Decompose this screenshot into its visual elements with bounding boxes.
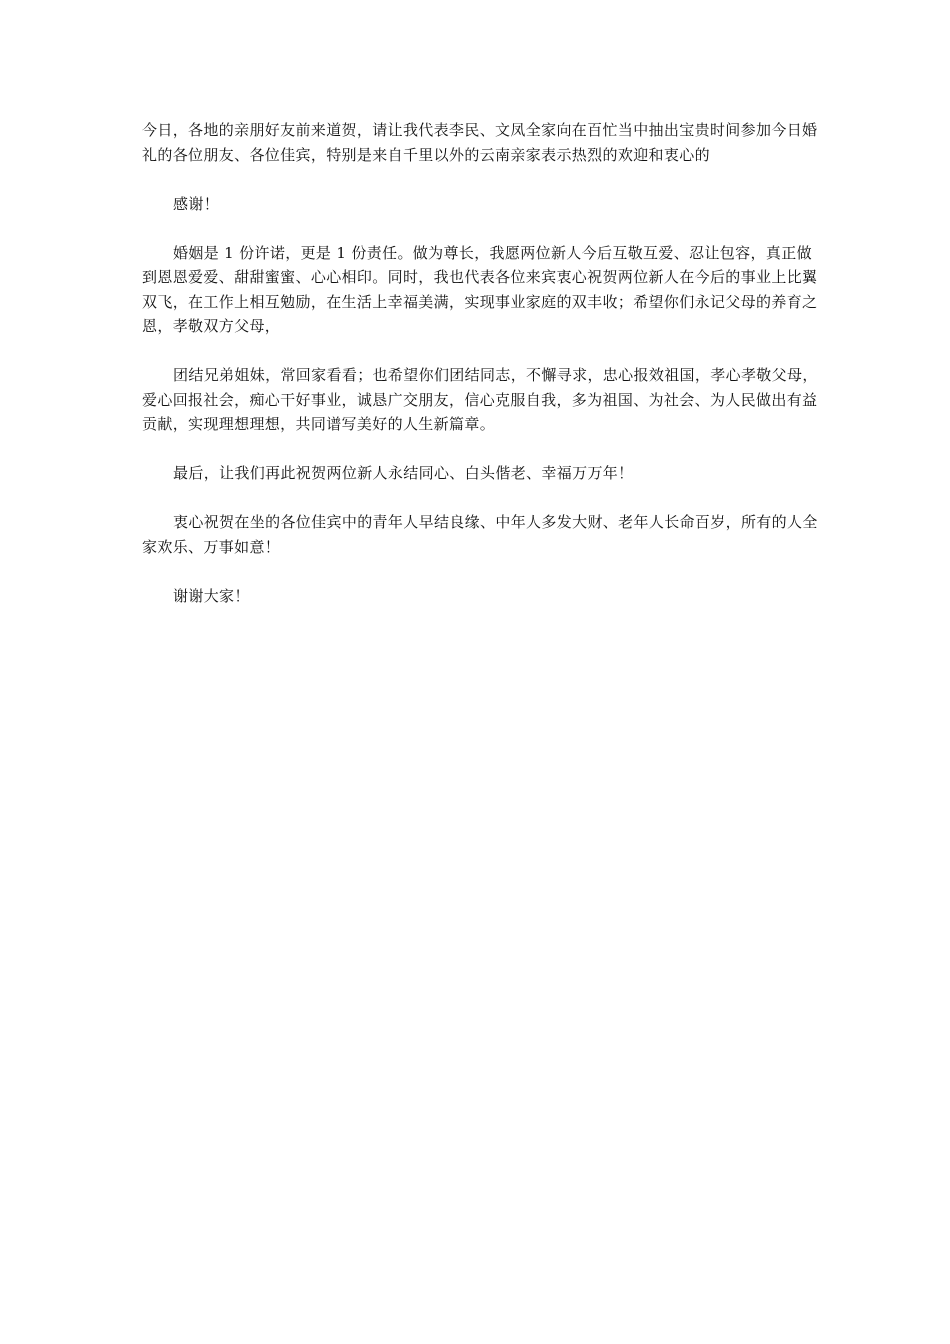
paragraph-opening: 今日，各地的亲朋好友前来道贺，请让我代表李民、文凤全家向在百忙当中抽出宝贵时间参加今日婚礼的各位朋友、各位佳宾，特别是来自千里以外的云南亲家表示热烈的欢迎和衷心的 (142, 121, 818, 164)
paragraph-guest-blessing: 衷心祝贺在坐的各位佳宾中的青年人早结良缘、中年人多发大财、老年人长命百岁，所有的人全家欢乐、万事如意！ (142, 513, 818, 556)
paragraph-closing: 谢谢大家！ (173, 586, 250, 605)
paragraph-unity: 团结兄弟姐妹，常回家看看；也希望你们团结同志，不懈寻求，忠心报效祖国，孝心孝敬父母，爱心回报社会，痴心干好事业，诚恳广交朋友，信心克服自我，多为祖国、为社会、为人民做出有益贡献，实现理想理想，共同谱写美好的人生新篇章。 (142, 366, 818, 433)
paragraph-final-blessing: 最后，让我们再此祝贺两位新人永结同心、白头偕老、幸福万万年！ (173, 464, 634, 482)
paragraph-thanks: 感谢！ (173, 194, 220, 213)
document-body (142, 118, 818, 633)
paragraph-marriage: 婚姻是 1 份许诺，更是 1 份责任。做为尊长，我愿两位新人今后互敬互爱、忍让包容，真正做到恩恩爱爱、甜甜蜜蜜、心心相印。同时，我也代表各位来宾衷心祝贺两位新人在今后的事业上比翼双飞，在工作上相互勉励，在生活上幸福美满，实现事业家庭的双丰收；希望你们永记父母的养育之恩，孝敬双方父母， (142, 243, 818, 335)
